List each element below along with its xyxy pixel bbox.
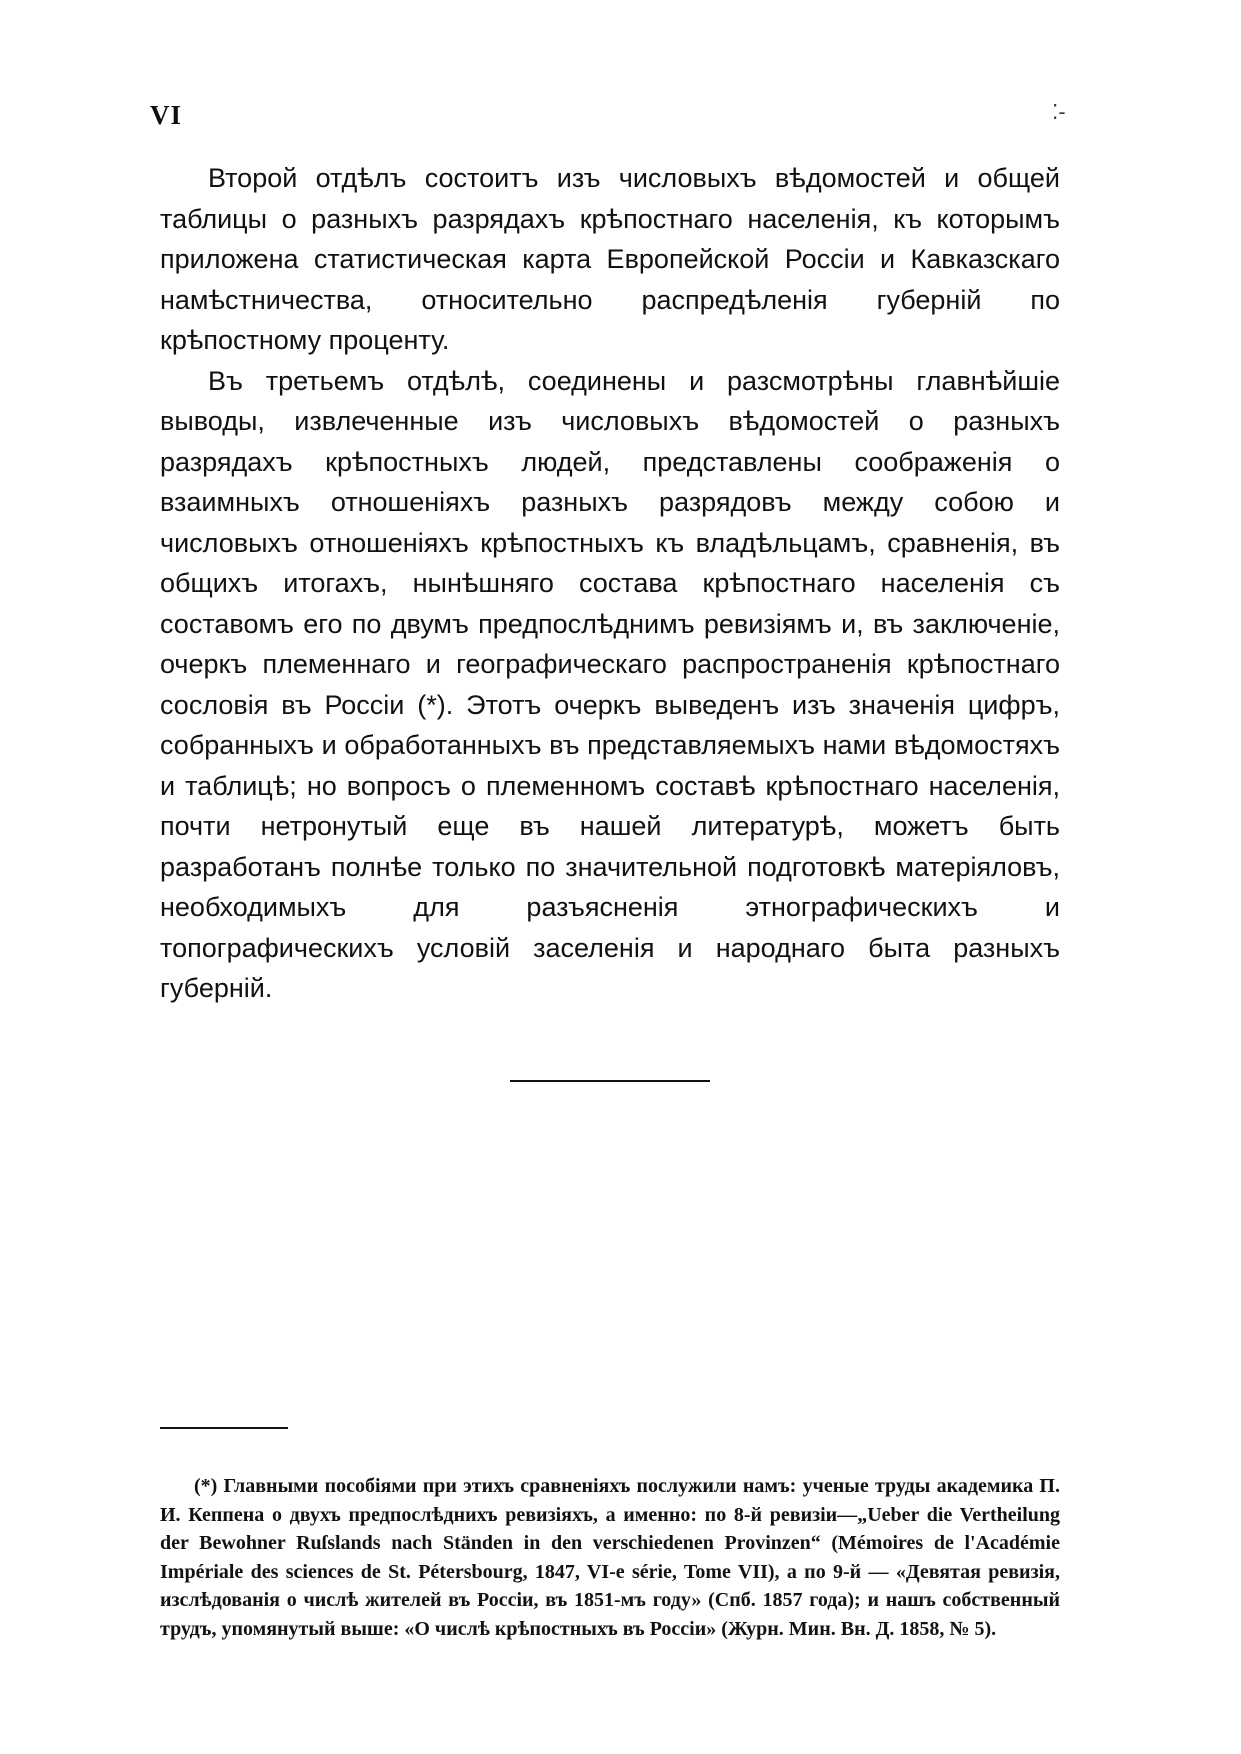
main-text	[160, 158, 1060, 1009]
footnote-divider	[160, 1427, 288, 1429]
paragraph-second-section: Второй отдѣлъ состоитъ изъ числовыхъ вѣдомостей и общей таблицы о разныхъ разрядахъ крѣпостнаго населенія, къ которымъ приложена статистическая карта Европейской Россіи и Кавказскаго намѣстничества, относительно распредѣленія губерній по крѣпостному проценту.	[160, 163, 1060, 355]
section-divider	[510, 1080, 710, 1082]
page-number: VI	[150, 100, 183, 130]
footnote	[160, 1472, 1060, 1643]
corner-mark: ⁚-	[1052, 100, 1066, 124]
paragraph-third-section: Въ третьемъ отдѣлѣ, соединены и разсмотрѣны главнѣйшіе выводы, извлеченные изъ числовыхъ вѣдомостей о разныхъ разрядахъ крѣпостныхъ людей, представлены соображенія о взаимныхъ отношеніяхъ разныхъ разрядовъ между собою и числовыхъ отношеніяхъ крѣпостныхъ къ владѣльцамъ, сравненія, въ общихъ итогахъ, нынѣшняго состава крѣпостнаго населенія съ составомъ его по двумъ предпослѣднимъ ревизіямъ и, въ заключеніе, очеркъ племеннаго и географическаго распространенія крѣпостнаго сословія въ Россіи (*). Этотъ очеркъ выведенъ изъ значенія цифръ, собранныхъ и обработанныхъ въ представляемыхъ нами вѣдомостяхъ и таблицѣ; но вопросъ о племенномъ составѣ крѣпостнаго населенія, почти нетронутый еще въ нашей литературѣ, можетъ быть разработанъ полнѣе только по значительной подготовкѣ матеріяловъ, необходимыхъ для разъясненія этнографическихъ и топографическихъ условій заселенія и народнаго быта разныхъ губерній.	[160, 365, 1060, 1003]
footnote-text: (*) Главными пособіями при этихъ сравненіяхъ послужили намъ: ученые труды академика П. И. Кеппена о двухъ предпослѣднихъ ревизіяхъ, а именно: по 8-й ревизіи—„Ueber die Vertheilung der Bewohner Ruſslands nach Ständen in den verschiedenen Provinzen“ (Mémoires de l'Académie Impériale des sciences de St. Pétersbourg, 1847, VI-e série, Tome VII), а по 9-й — «Девятая ревизія, изслѣдованія о числѣ жителей въ Россіи, въ 1851-мъ году» (Спб. 1857 года); и нашъ собственный трудъ, упомянутый выше: «О числѣ крѣпостныхъ въ Россіи» (Журн. Мин. Вн. Д. 1858, № 5).	[160, 1475, 1060, 1640]
